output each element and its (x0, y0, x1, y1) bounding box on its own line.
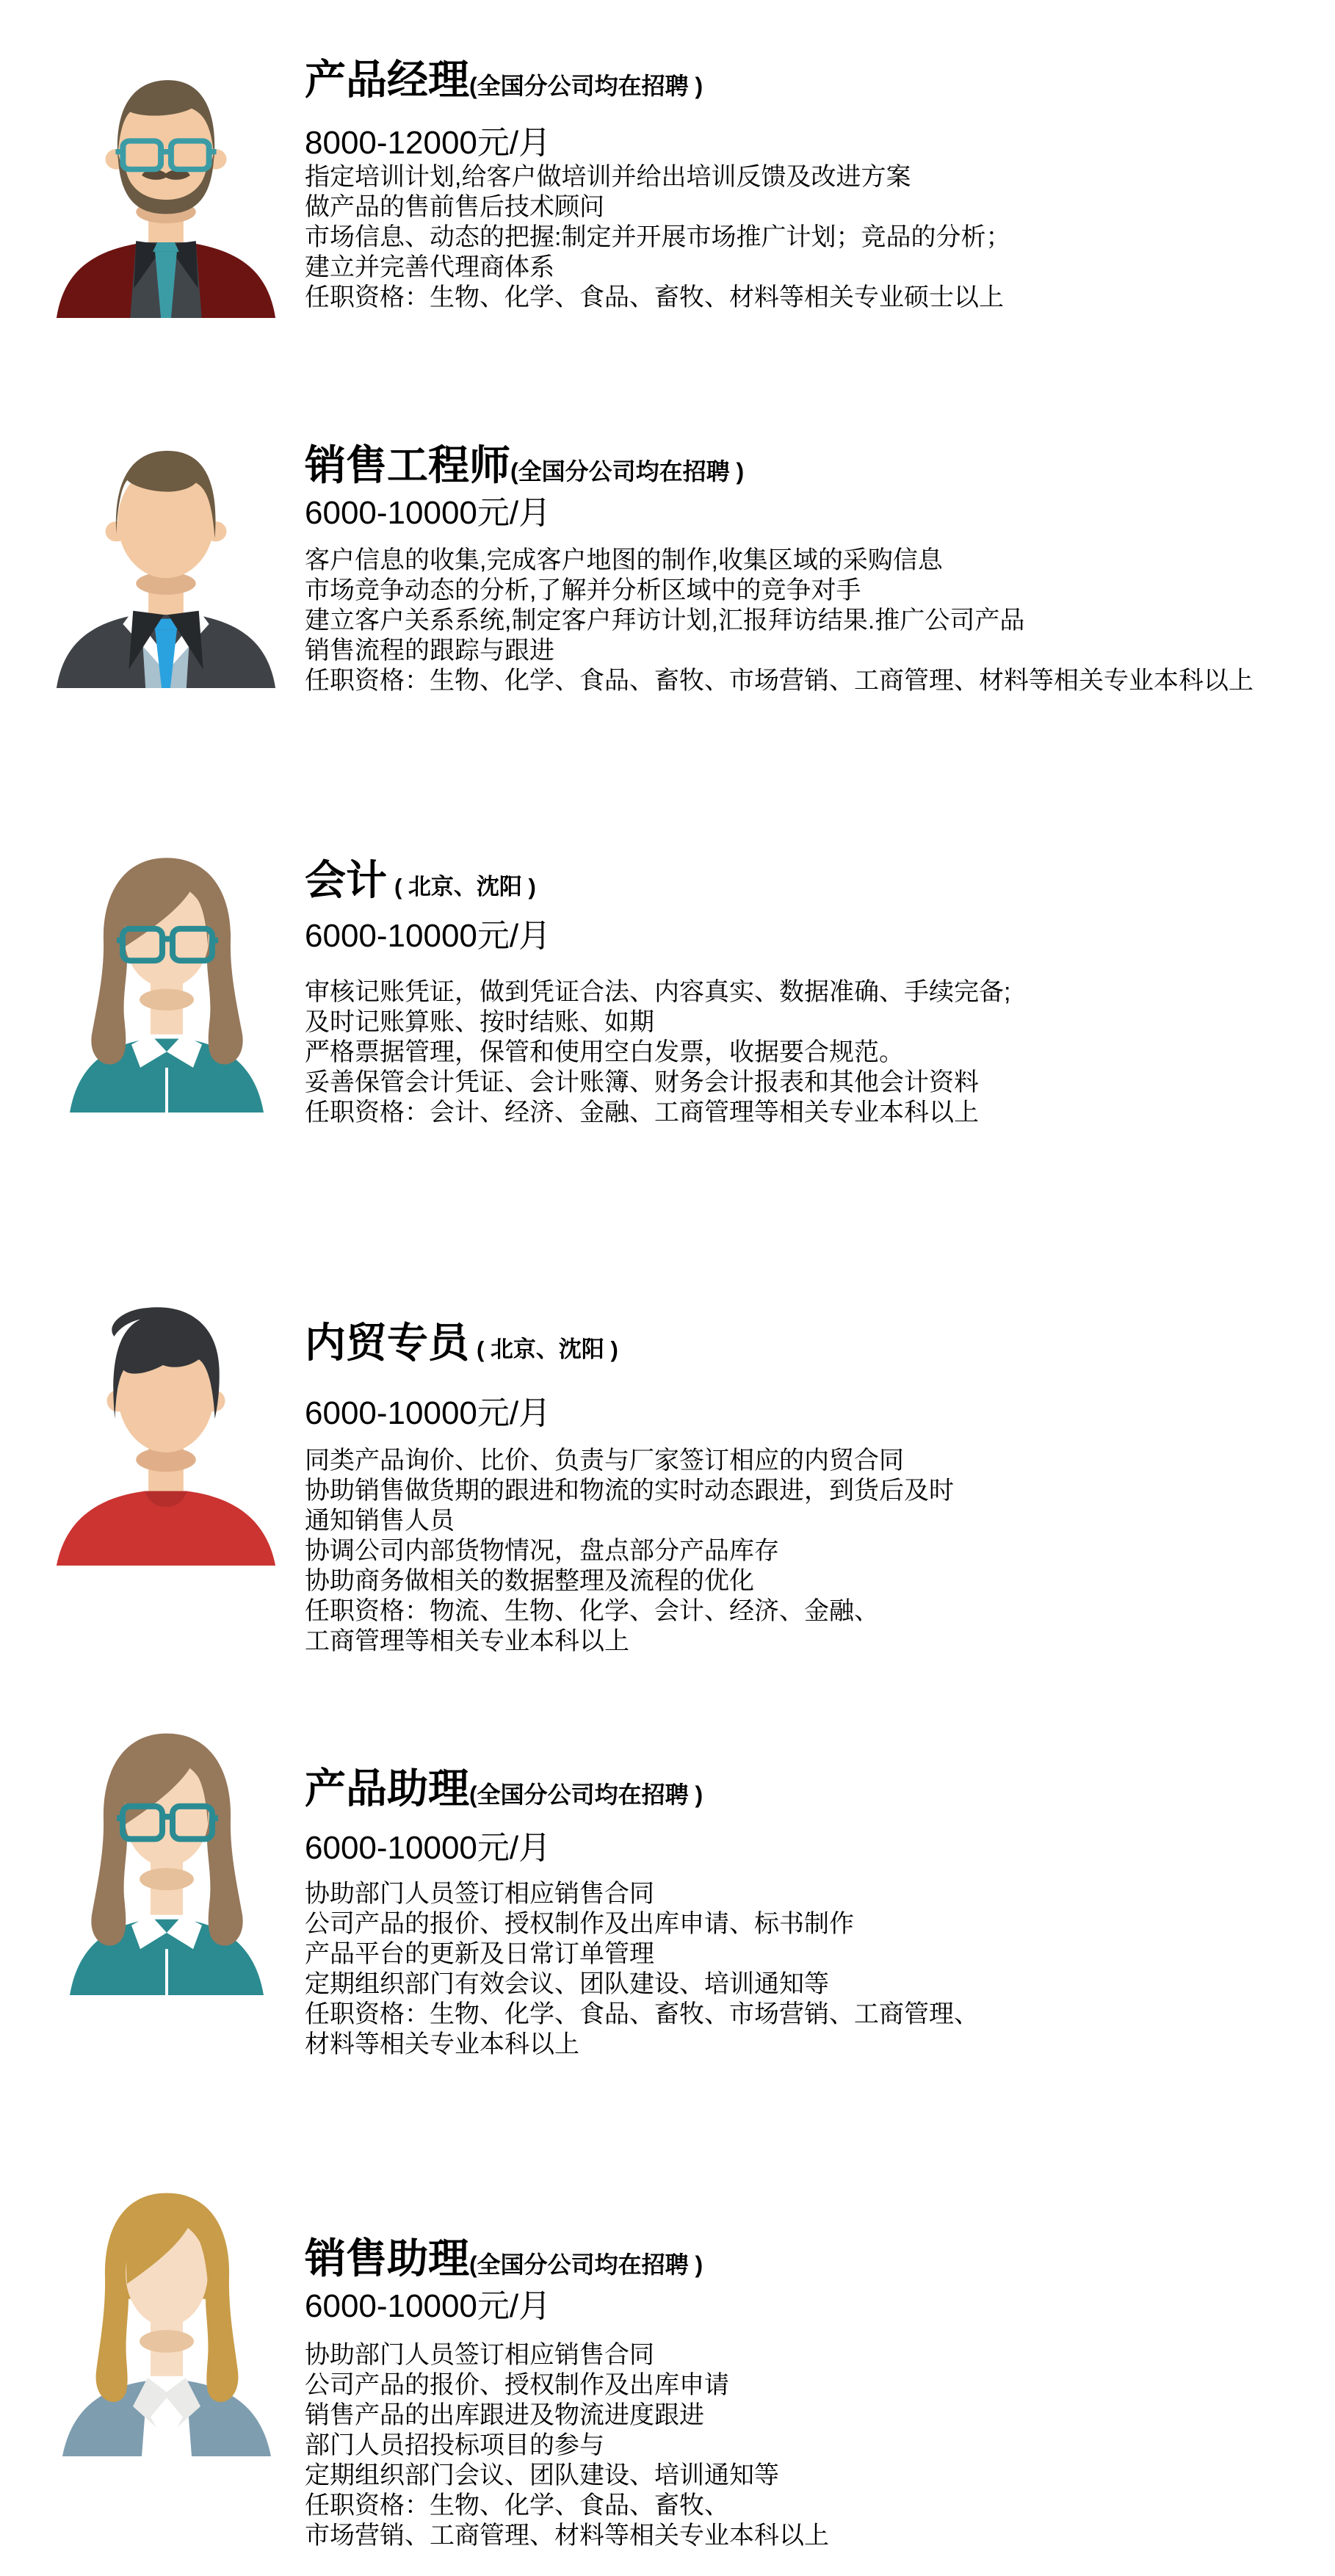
job-salary: 6000-10000元/月 (305, 918, 551, 954)
job-description-line: 协助部门人员签订相应销售合同 (305, 2341, 654, 2369)
job-title-text: 内贸专员 (305, 1320, 469, 1366)
job-description-line: 建立客户关系系统,制定客户拜访计划,汇报拜访结果.推广公司产品 (305, 607, 1025, 634)
man-beard-glasses-illustration (46, 48, 286, 318)
man-red-shirt-illustration (46, 1279, 286, 1566)
job-card-accountant (305, 857, 1329, 1128)
job-title (305, 1765, 1329, 1818)
job-title-text: 销售工程师 (305, 442, 510, 488)
job-title (305, 1320, 1329, 1373)
job-description-line: 指定培训计划,给客户做培训并给出培训反馈及改进方案 (305, 163, 911, 191)
job-description (305, 546, 1329, 696)
job-title-text: 产品助理 (305, 1765, 469, 1812)
job-title-suffix: (全国分公司均在招聘 ) (510, 458, 745, 485)
job-description-line: 公司产品的报价、授权制作及出库申请 (305, 2371, 729, 2399)
job-salary: 6000-10000元/月 (305, 1830, 551, 1866)
job-description-line: 及时记账算账、按时结账、如期 (305, 1008, 654, 1036)
job-title (305, 2235, 1329, 2288)
job-description-line: 协调公司内部货物情况，盘点部分产品库存 (305, 1537, 779, 1565)
job-description-line: 任职资格：生物、化学、食品、畜牧、市场营销、工商管理、 (305, 2000, 979, 2028)
job-salary: 6000-10000元/月 (305, 1395, 551, 1431)
job-description-line: 任职资格：生物、化学、食品、畜牧、 (305, 2492, 729, 2519)
avatar-accountant (40, 823, 294, 1112)
job-salary: 8000-12000元/月 (305, 125, 551, 161)
job-title (305, 857, 1329, 911)
job-description-line: 客户信息的收集,完成客户地图的制作,收集区域的采购信息 (305, 546, 943, 574)
job-description-line: 协助销售做货期的跟进和物流的实时动态跟进，到货后及时 (305, 1477, 954, 1505)
avatar-sales-assistant (40, 2154, 294, 2456)
tie (153, 242, 179, 252)
job-title-suffix: ( 北京、沈阳 ) (477, 1336, 618, 1362)
job-description-line: 定期组织部门有效会议、团队建设、培训通知等 (305, 1970, 829, 1998)
avatar-sales-engineer (46, 422, 286, 688)
job-description-line: 产品平台的更新及日常订单管理 (305, 1940, 654, 1968)
job-description (305, 1879, 1329, 2060)
job-description-line: 任职资格：生物、化学、食品、畜牧、材料等相关专业硕士以上 (305, 283, 1004, 311)
job-card-sales-engineer (305, 442, 1329, 696)
woman-glasses-illustration (40, 1698, 294, 1995)
avatar-product-assistant (40, 1698, 294, 1995)
job-description-line: 公司产品的报价、授权制作及出库申请、标书制作 (305, 1910, 854, 1938)
job-description-line: 同类产品询价、比价、负责与厂家签订相应的内贸合同 (305, 1447, 904, 1475)
job-description-line: 市场信息、动态的把握:制定并开展市场推广计划；竞品的分析； (305, 223, 1011, 251)
job-description (305, 1446, 1329, 1657)
job-description-line: 审核记账凭证，做到凭证合法、内容真实、数据准确、手续完备; (305, 978, 1011, 1006)
job-title-suffix: (全国分公司均在招聘 ) (469, 1781, 703, 1808)
job-description-line: 建立并完善代理商体系 (305, 253, 554, 281)
job-title-text: 会计 (305, 857, 387, 903)
job-description-line: 工商管理等相关专业本科以上 (305, 1627, 629, 1655)
job-description-line: 严格票据管理，保管和使用空白发票，收据要合规范。 (305, 1038, 904, 1066)
job-salary: 6000-10000元/月 (305, 2288, 551, 2324)
job-description-line: 通知销售人员 (305, 1507, 455, 1535)
avatar-domestic-trade-specialist (46, 1279, 286, 1566)
job-description-line: 做产品的售前售后技术顾问 (305, 193, 604, 221)
job-card-product-manager (305, 57, 1329, 313)
job-title (305, 57, 1329, 109)
job-description-line: 任职资格：会计、经济、金融、工商管理等相关专业本科以上 (305, 1099, 979, 1126)
job-description (305, 162, 1329, 313)
job-salary: 6000-10000元/月 (305, 495, 551, 531)
avatar-product-manager (46, 48, 286, 318)
job-description-line: 妥善保管会计凭证、会计账簿、财务会计报表和其他会计资料 (305, 1068, 979, 1096)
job-description-line: 定期组织部门会议、团队建设、培训通知等 (305, 2461, 779, 2489)
job-title-text: 销售助理 (305, 2235, 469, 2282)
job-description-line: 市场营销、工商管理、材料等相关专业本科以上 (305, 2522, 829, 2550)
job-description-line: 任职资格：生物、化学、食品、畜牧、市场营销、工商管理、材料等相关专业本科以上 (305, 667, 1253, 695)
man-suit-illustration (46, 422, 286, 688)
job-description-line: 销售流程的跟踪与跟进 (305, 637, 554, 665)
woman-glasses-illustration (40, 823, 294, 1112)
job-description-line: 销售产品的出库跟进及物流进度跟进 (305, 2401, 704, 2429)
job-description-line: 协助部门人员签订相应销售合同 (305, 1880, 654, 1908)
job-card-sales-assistant (305, 2235, 1329, 2551)
job-description-line: 任职资格：物流、生物、化学、会计、经济、金融、 (305, 1597, 879, 1625)
job-card-domestic-trade-specialist (305, 1320, 1329, 1657)
job-title-suffix: (全国分公司均在招聘 ) (469, 73, 703, 99)
job-description-line: 材料等相关专业本科以上 (305, 2030, 579, 2058)
job-title-suffix: (全国分公司均在招聘 ) (469, 2251, 703, 2278)
job-title-text: 产品经理 (305, 57, 469, 103)
job-description (305, 2340, 1329, 2551)
job-title-suffix: ( 北京、沈阳 ) (394, 874, 536, 900)
job-description-line: 协助商务做相关的数据整理及流程的优化 (305, 1567, 754, 1595)
job-description (305, 977, 1329, 1128)
job-description-line: 市场竞争动态的分析,了解并分析区域中的竞争对手 (305, 576, 861, 604)
job-description-line: 部门人员招投标项目的参与 (305, 2431, 604, 2459)
job-title (305, 442, 1329, 495)
woman-blonde-blazer-illustration (40, 2154, 294, 2456)
job-card-product-assistant (305, 1765, 1329, 2060)
